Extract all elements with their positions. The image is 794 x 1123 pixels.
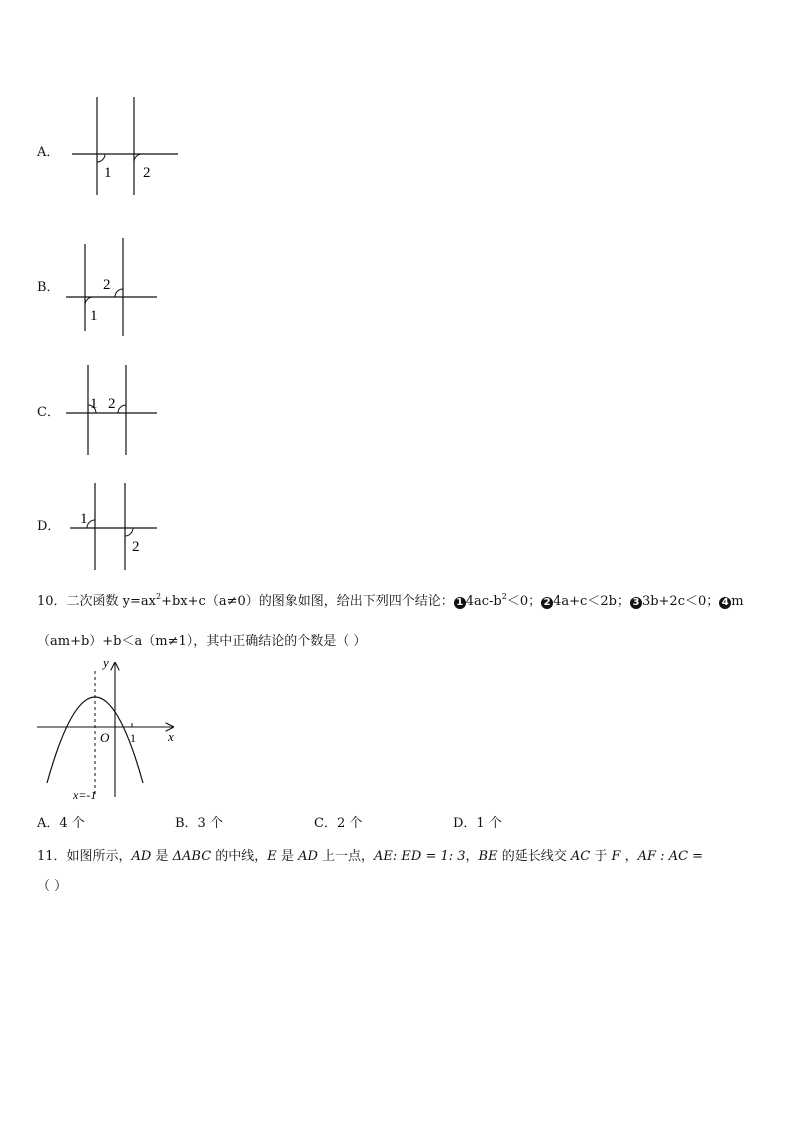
q11-ratio: AE: ED = 1: 3 bbox=[374, 849, 466, 864]
tick-1-label: 1 bbox=[130, 731, 136, 745]
question-11-line-2: （ ） bbox=[37, 879, 68, 894]
q10-prefix: 10．二次函数 y=ax bbox=[37, 594, 156, 609]
angle-1-label: 1 bbox=[90, 308, 98, 324]
q11-ac: AC bbox=[570, 849, 591, 864]
angle-1-arc bbox=[97, 154, 105, 162]
q10-sup: 2 bbox=[156, 592, 162, 601]
q11-text: 的延长线交 bbox=[497, 849, 571, 864]
q10-conclusion-2: 4a+c＜2b； bbox=[553, 594, 630, 609]
q11-text: 于 bbox=[590, 849, 612, 864]
q11-text: 是 bbox=[151, 849, 173, 864]
parabola-graph bbox=[35, 655, 185, 805]
angle-1-arc bbox=[87, 520, 95, 528]
q11-text: 上一点， bbox=[317, 849, 375, 864]
circled-4-icon: 4 bbox=[719, 597, 731, 609]
q10-rest: +bx+c（a≠0）的图象如图，给出下列四个结论： bbox=[161, 594, 454, 609]
angle-2-label: 2 bbox=[132, 539, 140, 555]
question-11-line-1 bbox=[37, 845, 703, 864]
origin-label: O bbox=[100, 730, 110, 745]
y-axis-label: y bbox=[103, 655, 109, 670]
q11-text: 是 bbox=[276, 849, 299, 864]
angle-2-arc bbox=[118, 405, 126, 413]
angle-1-label: 1 bbox=[80, 511, 88, 527]
q11-f: F bbox=[611, 849, 621, 864]
q11-ad: AD bbox=[131, 849, 152, 864]
q11-text: ， bbox=[620, 849, 638, 864]
q10-conclusion-1-end: ＜0； bbox=[506, 594, 542, 609]
circled-3-icon: 3 bbox=[630, 597, 642, 609]
q11-ad: AD bbox=[298, 849, 318, 864]
angle-2-arc bbox=[134, 154, 142, 162]
q10-answer-c: C．2 个 bbox=[314, 816, 363, 831]
q10-answer-a: A．4 个 bbox=[37, 816, 85, 831]
angle-1-arc bbox=[85, 297, 93, 305]
option-a-label: A． bbox=[37, 145, 60, 160]
option-b-label: B． bbox=[37, 280, 60, 295]
circled-1-icon: 1 bbox=[454, 597, 466, 609]
angle-1-label: 1 bbox=[104, 165, 112, 181]
option-d-label: D． bbox=[37, 519, 61, 534]
option-d-figure bbox=[60, 478, 170, 573]
angle-1-label: 1 bbox=[90, 396, 98, 412]
angle-2-label: 2 bbox=[143, 165, 151, 181]
q10-c1-sup: 2 bbox=[501, 592, 507, 601]
angle-2-arc bbox=[115, 289, 123, 297]
q11-text: 11．如图所示， bbox=[37, 849, 132, 864]
question-10-line-2: （am+b）+b＜a（m≠1），其中正确结论的个数是（ ） bbox=[37, 634, 367, 649]
option-a-figure bbox=[60, 92, 190, 202]
q10-answer-d: D．1 个 bbox=[453, 816, 502, 831]
symmetry-axis-label: x=-1 bbox=[73, 788, 97, 802]
x-axis-label: x bbox=[168, 729, 174, 744]
q11-text: 的中线， bbox=[211, 849, 268, 864]
q10-conclusion-4: m bbox=[731, 594, 744, 609]
q10-conclusion-3: 3b+2c＜0； bbox=[641, 594, 720, 609]
q10-conclusion-1: 4ac-b bbox=[465, 594, 502, 609]
circled-2-icon: 2 bbox=[541, 597, 553, 609]
q11-text: ， bbox=[465, 849, 479, 864]
q11-triangle: ΔABC bbox=[172, 849, 212, 864]
q11-be: BE bbox=[478, 849, 498, 864]
option-b-figure bbox=[60, 234, 170, 339]
angle-2-label: 2 bbox=[108, 396, 116, 412]
option-c-figure bbox=[60, 360, 170, 460]
q11-e: E bbox=[267, 849, 277, 864]
option-c-label: C． bbox=[37, 405, 60, 420]
question-10-line-1 bbox=[37, 590, 744, 609]
q10-answer-b: B．3 个 bbox=[175, 816, 223, 831]
q11-af-ac: AF : AC = bbox=[637, 849, 704, 864]
angle-2-arc bbox=[125, 528, 133, 536]
angle-2-label: 2 bbox=[103, 277, 111, 293]
